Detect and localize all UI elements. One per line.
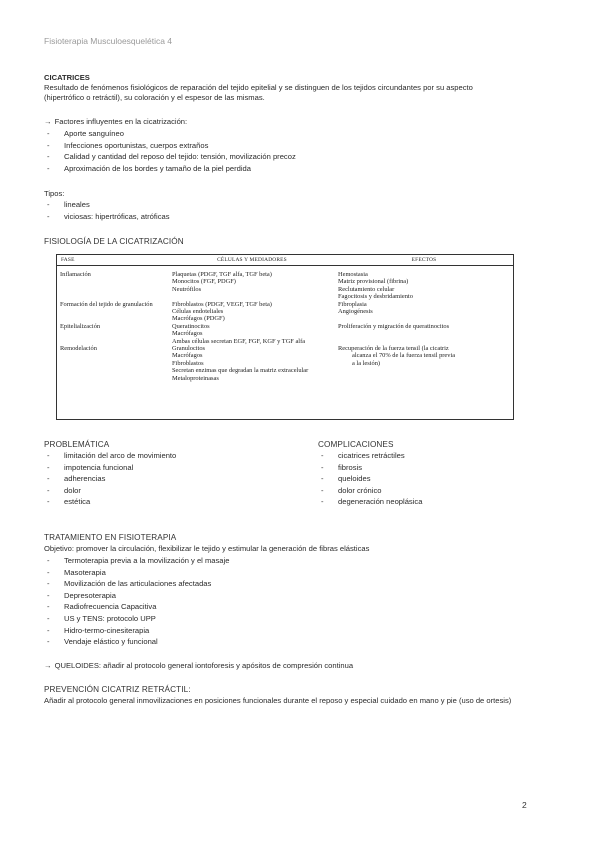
complicaciones-list [318,450,422,508]
list-item: - Depresoterapia [44,590,229,602]
column-header-efectos: EFECTOS [335,255,514,266]
list-item: - lineales [44,199,170,211]
queloides-text: añadir al protocolo general iontoforesis y apósitos de compresión continua [103,661,354,670]
cell-line: a la lesión) [352,359,381,367]
factors-heading [44,117,187,127]
cell-line: Reclutamiento celular [338,285,395,293]
cell-celulas [169,323,335,345]
cell-line: Macrófagos (PDGF) [172,315,225,323]
queloides-note [44,661,353,671]
types-list [44,199,170,222]
table-row [57,266,514,301]
cell-line: Fibroblastos [172,359,204,367]
list-item: - queloides [318,473,422,485]
cell-efectos [335,345,514,382]
physiology-table [56,254,514,420]
list-item: - Radiofrecuencia Capacitiva [44,601,229,613]
cell-line: Recuperación de la fuerza tensil (la cicatriz [338,345,449,353]
list-item: - viciosas: hipertróficas, atróficas [44,211,170,223]
types-heading: Tipos: [44,189,65,198]
section-title-fisiologia: FISIOLOGÍA DE LA CICATRIZACIÓN [44,237,184,246]
problematica-list [44,450,176,508]
list-item: - Aproximación de los bordes y tamaño de la piel perdida [44,163,296,175]
cell-line: Plaquetas (PDGF, TGF alfa, TGF beta) [172,271,272,278]
list-item: - Termoterapia previa a la movilización y el masaje [44,555,229,567]
cell-fase: Epitelialización [60,322,101,330]
table-spacer-row [57,382,514,419]
arrow-icon: → [44,117,52,126]
cell-line: Secretan enzimas que degradan la matriz extracelular [172,367,309,375]
list-item: - adherencias [44,473,176,485]
cell-efectos [335,301,514,323]
list-item: - fibrosis [318,462,422,474]
cell-line: Queratinocitos [172,322,210,330]
cell-line: Fagocitosis y desbridamiento [338,293,413,301]
list-item: - dolor [44,485,176,497]
section-title-cicatrices: CICATRICES [44,73,90,82]
table-row [57,301,514,323]
cell-line: Angiogénesis [338,308,373,316]
column-header-celulas: CÉLULAS Y MEDIADORES [169,255,335,266]
cell-line: Fibroplasia [338,300,367,308]
list-item: - cicatrices retráctiles [318,450,422,462]
factors-heading-text: Factores influyentes en la cicatrización: [54,117,188,126]
queloides-label: QUELOIDES: [54,661,102,670]
section-title-complicaciones: COMPLICACIONES [318,440,394,449]
cell-fase: Remodelación [60,345,97,353]
section-title-prevencion: PREVENCIÓN CICATRIZ RETRÁCTIL: [44,685,191,694]
cell-celulas [169,345,335,382]
list-item: - estética [44,496,176,508]
cell-line: Fibroblastos (PDGF, VEGF, TGF beta) [172,300,272,308]
prevencion-text: Añadir al protocolo general inmovilizaciones en posiciones funcionales durante el reposo y especial cuidado en mano y pie (uso de ortesis) [44,696,512,705]
table-row [57,323,514,345]
definition-line-2: (hipertrófico o retráctil), su coloración y el espesor de las mismas. [44,93,265,102]
list-item: - Vendaje elástico y funcional [44,636,229,648]
list-item: - Hidro-termo-cinesiterapia [44,625,229,637]
cell-celulas [169,301,335,323]
cell-line: Monocitos (FGF, PDGF) [172,278,236,286]
cell-line: Macrófagos [172,352,203,360]
list-item: - Movilización de las articulaciones afectadas [44,578,229,590]
cell-line: Macrófagos [172,330,203,338]
table-header-row [57,255,514,266]
list-item: - Masoterapia [44,567,229,579]
page-number: 2 [522,800,527,810]
cell-line: Células endoteliales [172,308,224,316]
cell-line: Hemostasia [338,271,368,278]
list-item: - dolor crónico [318,485,422,497]
list-item: - degeneración neoplásica [318,496,422,508]
list-item: - Aporte sanguíneo [44,128,296,140]
cell-line: Ambas células secretan EGF, FGF, KGF y TGF alfa [172,337,306,345]
cell-line: Proliferación y migración de queratinocitos [338,322,450,330]
list-item: - impotencia funcional [44,462,176,474]
column-header-fase: FASE [57,255,170,266]
cell-line: alcanza el 70% de la fuerza tensil previa [352,352,456,360]
cell-efectos [335,266,514,301]
list-item: - Calidad y cantidad del reposo del tejido: tensión, movilización precoz [44,151,296,163]
arrow-icon: → [44,661,52,670]
definition-line-1: Resultado de fenómenos fisiológicos de reparación del tejido epitelial y se distinguen de los tejidos circundantes por su aspecto [44,83,473,92]
list-item: - Infecciones oportunistas, cuerpos extraños [44,140,296,152]
cell-line: Granulocitos [172,345,206,353]
cell-fase: Formación del tejido de granulación [60,300,153,308]
cell-line: Neutrófilos [172,285,202,293]
tratamiento-list [44,555,229,648]
list-item: - US y TENS: protocolo UPP [44,613,229,625]
list-item: - limitación del arco de movimiento [44,450,176,462]
cell-fase: Inflamación [60,271,91,278]
cicatrices-definition [44,83,564,103]
section-title-tratamiento: TRATAMIENTO EN FISIOTERAPIA [44,533,177,542]
running-header: Fisioterapia Musculoesquelética 4 [44,36,173,46]
section-title-problematica: PROBLEMÁTICA [44,440,110,449]
tratamiento-objective: Objetivo: promover la circulación, flexibilizar le tejido y estimular la generación de fibras elásticas [44,544,370,553]
cell-line: Matriz provisional (fibrina) [338,278,409,286]
factors-list [44,128,296,174]
cell-line: Metaloproteinasas [172,374,219,382]
table-row [57,345,514,382]
cell-celulas [169,266,335,301]
cell-efectos [335,323,514,345]
